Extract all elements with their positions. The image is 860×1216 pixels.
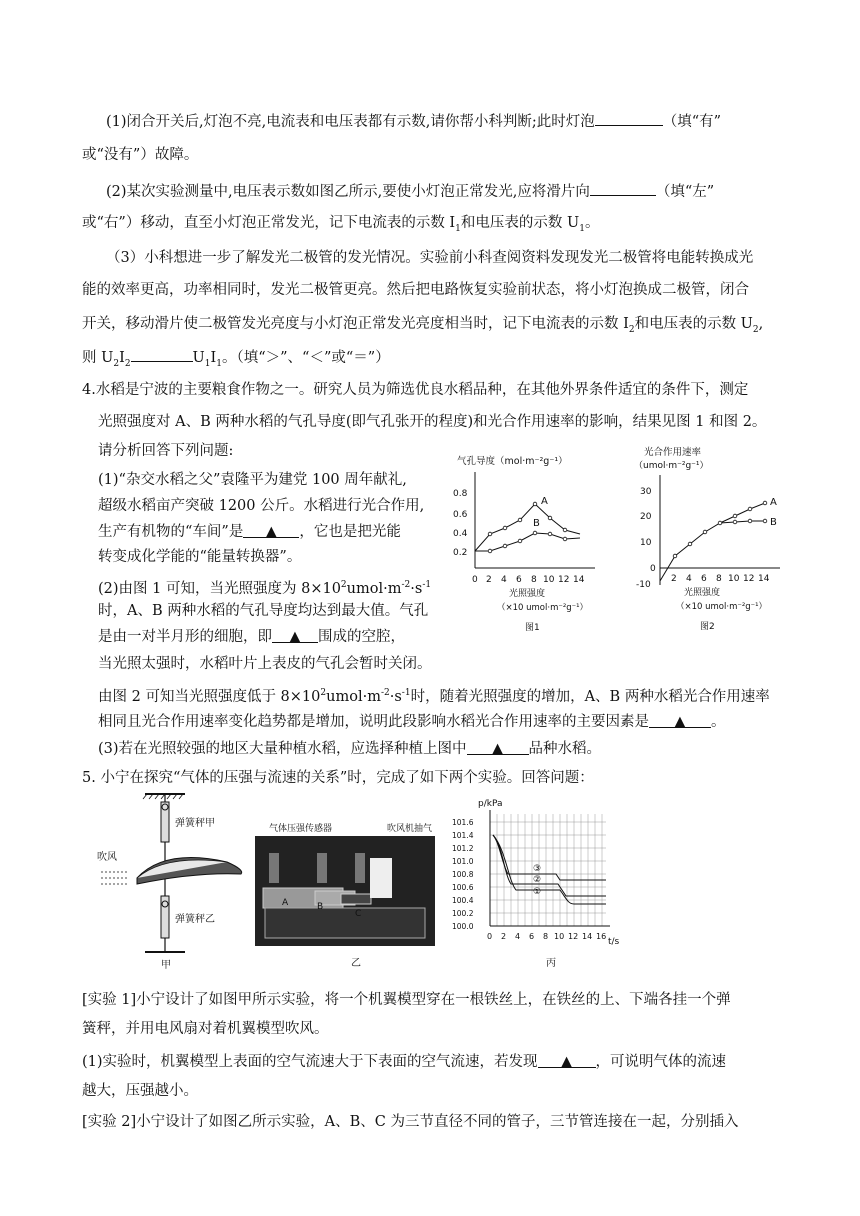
sensor-b — [317, 853, 327, 883]
svg-text:弹簧秤甲: 弹簧秤甲 — [175, 818, 215, 829]
svg-text:0: 0 — [487, 932, 493, 941]
svg-text:2: 2 — [486, 575, 492, 585]
q5-line4: (1)实验时，机翼模型上表面的空气流速大于下表面的空气流速，若发现 ▲ ，可说明气体的流速 — [82, 1054, 727, 1070]
svg-text:101.6: 101.6 — [452, 818, 474, 827]
q5-line5: 越大，压强越小。 — [82, 1083, 198, 1099]
figure-2-photosynthesis-rate — [630, 443, 820, 638]
svg-text:甲: 甲 — [161, 960, 171, 970]
svg-text:4: 4 — [515, 932, 521, 941]
svg-text:①: ① — [533, 887, 542, 897]
q3-line8: 则 $U_2I_2$ $U_1I_1$。（填“＞”、“＜”或“＝”） — [82, 346, 390, 374]
answer-blank-q4-4[interactable]: ▲ — [467, 739, 529, 755]
svg-text:12: 12 — [558, 575, 570, 585]
svg-text:B: B — [770, 517, 777, 528]
q3-line7: 开关，移动滑片使二极管发光亮度与小灯泡正常发光亮度相当时，记下电流表的示数 $I_2$和电压表的示数 $U_2$, — [82, 316, 764, 335]
svg-text:6: 6 — [516, 575, 522, 585]
svg-text:气孔导度（mol·m⁻²g⁻¹）: 气孔导度（mol·m⁻²g⁻¹） — [457, 456, 568, 467]
svg-text:30: 30 — [640, 487, 652, 497]
q3-line1: (1)闭合开关后,灯泡不亮,电流表和电压表都有示数,请你帮小科判断;此时灯泡 （填“有” — [106, 110, 721, 132]
svg-text:100.6: 100.6 — [452, 883, 474, 892]
svg-text:101.4: 101.4 — [452, 831, 474, 840]
svg-text:图1: 图1 — [525, 623, 540, 633]
q4-line5: 超级水稻亩产突破 1200 公斤。水稻进行光合作用, — [98, 498, 425, 514]
svg-text:0: 0 — [472, 575, 478, 585]
svg-text:光合作用速率: 光合作用速率 — [644, 447, 702, 458]
svg-text:（×10 umol·m⁻²g⁻¹）: （×10 umol·m⁻²g⁻¹） — [676, 602, 768, 612]
answer-blank-q3-1[interactable] — [595, 110, 663, 126]
answer-blank-q3-3[interactable] — [131, 346, 193, 362]
q3-line3: (2)某次实验测量中,电压表示数如图乙所示,要使小灯泡正常发光,应将滑片向 （填“左” — [106, 180, 714, 202]
svg-text:吹风: 吹风 — [97, 852, 117, 863]
q3-line6: 能的效率更高，功率相同时，发光二极管更亮。然后把电路恢复实验前状态，将小灯泡换成二极管，闭合 — [82, 282, 749, 298]
answer-blank-q5-1[interactable]: ▲ — [538, 1052, 596, 1068]
svg-text:0.6: 0.6 — [453, 510, 468, 520]
svg-text:20: 20 — [640, 512, 652, 522]
figure-1-stomatal-conductance — [445, 450, 615, 640]
q4-line10: 是由一对半月形的细胞，即 ▲ 围成的空腔， — [98, 629, 405, 645]
svg-text:A: A — [541, 496, 548, 507]
svg-text:8: 8 — [716, 574, 722, 584]
svg-text:0.2: 0.2 — [453, 548, 468, 558]
q4-line7: 转变成化学能的“能量转换器”。 — [98, 549, 302, 565]
svg-text:10: 10 — [554, 932, 565, 941]
q4-line14: (3)若在光照较强的地区大量种植水稻，应选择种植上图中 ▲ 品种水稻。 — [98, 741, 602, 757]
svg-text:10: 10 — [640, 538, 652, 548]
svg-text:8: 8 — [531, 575, 537, 585]
svg-text:12: 12 — [743, 574, 755, 584]
blower — [370, 858, 392, 898]
svg-text:C: C — [355, 909, 362, 919]
sensor-a — [269, 853, 279, 883]
svg-text:100.4: 100.4 — [452, 896, 474, 905]
figure-jia-wing-model — [95, 792, 265, 970]
svg-text:p/kPa: p/kPa — [478, 799, 503, 809]
svg-text:14: 14 — [582, 932, 593, 941]
q4-line12: 由图 2 可知当光照强度低于 $8\times 10^2umol\cdot m^{-2}\cdot s^{-1}$时，随着光照强度的增加，A、B 两种水稻光合作用速率 — [98, 688, 770, 705]
svg-text:吹风机抽气: 吹风机抽气 — [387, 824, 433, 834]
svg-text:气体压强传感器: 气体压强传感器 — [269, 824, 333, 834]
svg-text:0.4: 0.4 — [453, 529, 468, 539]
q4-line8: (2)由图 1 可知，当光照强度为 $8\times 10^2umol\cdot m^{-2}\cdot s^{-1}$ — [98, 580, 432, 597]
q3-line5: （3）小科想进一步了解发光二极管的发光情况。实验前小科查阅资料发现发光二极管将电能转换成光 — [106, 250, 754, 266]
q4-line2: 光照强度对 A、B 两种水稻的气孔导度(即气孔张开的程度)和光合作用速率的影响，结果见图 1 和图 2。 — [98, 414, 767, 430]
figure-bing-pressure-time — [448, 794, 626, 970]
svg-text:100.2: 100.2 — [452, 909, 474, 918]
svg-text:101.0: 101.0 — [452, 857, 474, 866]
svg-text:14: 14 — [573, 575, 585, 585]
svg-text:16: 16 — [596, 932, 607, 941]
svg-text:10: 10 — [543, 575, 555, 585]
svg-text:图2: 图2 — [700, 622, 715, 632]
svg-text:（×10 umol·m⁻²g⁻¹）: （×10 umol·m⁻²g⁻¹） — [497, 603, 589, 613]
sensor-c — [355, 853, 365, 883]
svg-text:2: 2 — [501, 932, 507, 941]
answer-blank-q4-1[interactable]: ▲ — [243, 522, 299, 538]
svg-text:A: A — [770, 497, 777, 508]
figure-yi-pipes-setup — [255, 808, 437, 970]
q3-line4: 或“右”）移动，直至小灯泡正常发光，记下电流表的示数 $I_1$和电压表的示数 $U_1$。 — [82, 215, 600, 234]
q5-line3: 簧秤，并用电风扇对着机翼模型吹风。 — [82, 1021, 329, 1037]
svg-text:光照强度: 光照强度 — [509, 589, 546, 599]
q4-line13: 相同且光合作用速率变化趋势都是增加，说明此段影响水稻光合作用速率的主要因素是 ▲ 。 — [98, 714, 726, 730]
answer-blank-q4-2[interactable]: ▲ — [272, 627, 318, 643]
svg-text:100.8: 100.8 — [452, 870, 474, 879]
svg-text:6: 6 — [529, 932, 535, 941]
svg-text:光照强度: 光照强度 — [684, 588, 721, 598]
svg-text:0: 0 — [650, 564, 656, 574]
svg-text:4: 4 — [501, 575, 507, 585]
svg-text:A: A — [282, 898, 289, 908]
svg-text:101.2: 101.2 — [452, 844, 474, 853]
svg-text:②: ② — [533, 875, 542, 885]
answer-blank-q3-2[interactable] — [590, 180, 656, 196]
svg-text:丙: 丙 — [546, 958, 556, 969]
svg-text:10: 10 — [728, 574, 740, 584]
svg-text:8: 8 — [543, 932, 549, 941]
q5-line1: 5. 小宁在探究“气体的压强与流速的关系”时，完成了如下两个实验。回答问题： — [82, 770, 594, 786]
q3-line2: 或“没有”）故障。 — [82, 147, 199, 163]
svg-text:B: B — [317, 902, 324, 912]
svg-text:6: 6 — [701, 574, 707, 584]
svg-text:14: 14 — [758, 574, 770, 584]
svg-text:乙: 乙 — [351, 958, 361, 969]
q4-line3: 请分析回答下列问题: — [98, 443, 234, 459]
svg-text:100.0: 100.0 — [452, 922, 474, 931]
svg-text:2: 2 — [671, 574, 677, 584]
svg-text:4: 4 — [686, 574, 692, 584]
q4-line4: (1)“杂交水稻之父”袁隆平为建党 100 周年献礼, — [98, 472, 407, 488]
svg-text:弹簧秤乙: 弹簧秤乙 — [175, 914, 215, 925]
svg-text:B: B — [533, 518, 540, 529]
svg-text:③: ③ — [533, 864, 542, 874]
svg-text:（umol·m⁻²g⁻¹）: （umol·m⁻²g⁻¹） — [634, 461, 709, 471]
q4-line11: 当光照太强时，水稻叶片上表皮的气孔会暂时关闭。 — [98, 656, 432, 672]
svg-text:0.8: 0.8 — [453, 489, 468, 499]
q4-line6: 生产有机物的“车间”是 ▲ ，它也是把光能 — [98, 524, 401, 540]
q4-line1: 4.水稻是宁波的主要粮食作物之一。研究人员为筛选优良水稻品种，在其他外界条件适宜的条件下，测定 — [82, 382, 749, 398]
svg-text:t/s: t/s — [608, 937, 620, 947]
svg-text:-10: -10 — [636, 580, 651, 590]
q4-line9: 时，A、B 两种水稻的气孔导度均达到最大值。气孔 — [98, 603, 429, 619]
q5-line6: [实验 2]小宁设计了如图乙所示实验，A、B、C 为三节直径不同的管子，三节管连接在一起，分别插入 — [82, 1114, 739, 1130]
answer-blank-q4-3[interactable]: ▲ — [649, 712, 711, 728]
q5-line2: [实验 1]小宁设计了如图甲所示实验，将一个机翼模型穿在一根铁丝上，在铁丝的上、下端各挂一个弹 — [82, 992, 731, 1008]
svg-text:12: 12 — [568, 932, 579, 941]
